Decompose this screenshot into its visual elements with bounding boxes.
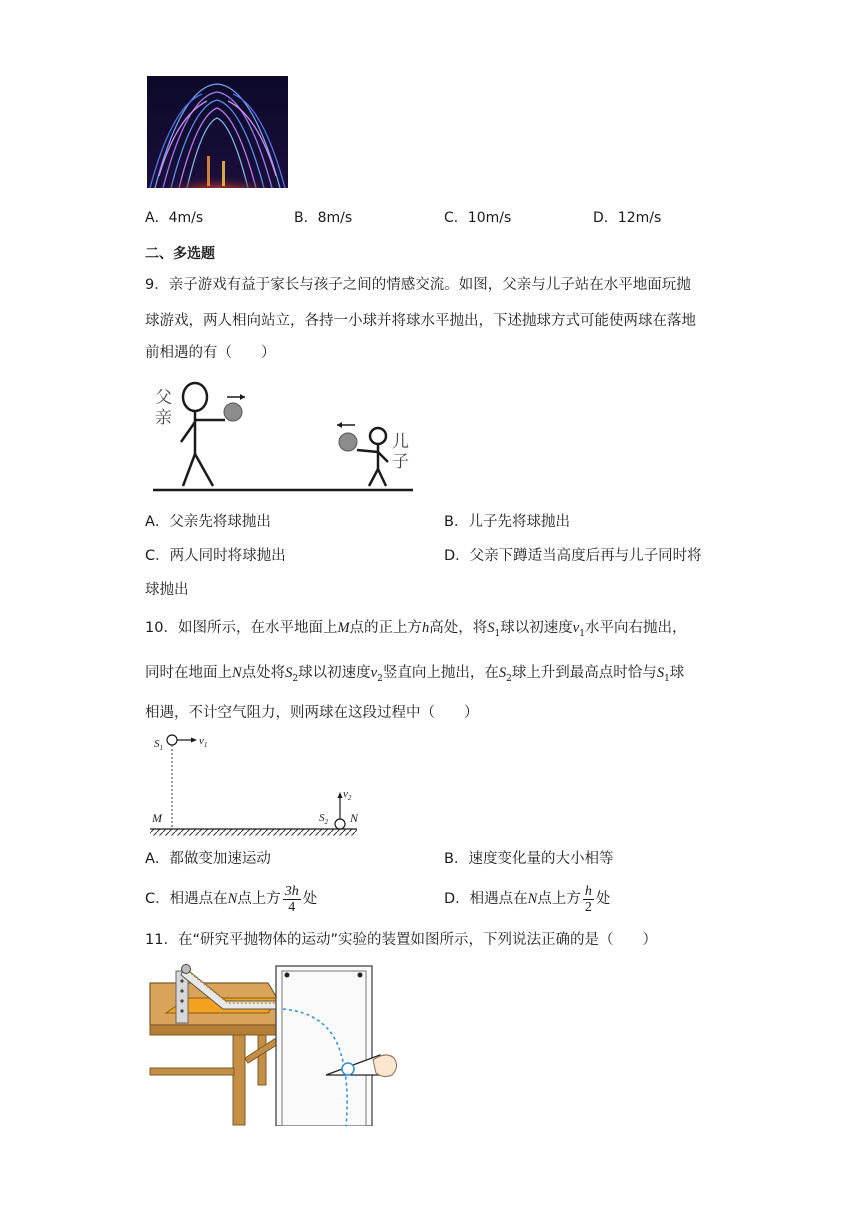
q8-option-b: B．8m/s <box>294 210 353 226</box>
q10-figure <box>145 730 365 840</box>
fig-s1-label: $S_1$ <box>154 738 163 753</box>
fig-n-label: N <box>350 811 359 825</box>
father-label: 父亲 <box>155 388 172 428</box>
fig-v2-label: $v_2$ <box>343 788 352 803</box>
q10-option-c: C．相遇点在N点上方 $\frac{3h}{4}$ 处 <box>145 883 318 915</box>
fountain-photo <box>147 76 288 188</box>
q9-line-3: 前相遇的有（ ） <box>145 345 276 361</box>
son-label: 儿子 <box>392 432 409 472</box>
fraction-3h-4: $\frac{3h}{4}$ <box>284 883 299 915</box>
q9-option-c: C．两人同时将球抛出 <box>145 548 286 564</box>
fig-m-label: M <box>152 811 162 825</box>
q8-option-c: C．10m/s <box>444 210 512 226</box>
q10-line-3: 相遇，不计空气阻力，则两球在这段过程中（ ） <box>145 705 479 721</box>
q11-line-1: 11．在“研究平抛物体的运动”实验的装置如图所示，下列说法正确的是（ ） <box>145 932 657 948</box>
q10-option-d: D．相遇点在N点上方 $\frac{h}{2}$ 处 <box>444 883 611 915</box>
q8-option-d: D．12m/s <box>593 210 662 226</box>
q9-figure <box>145 372 420 497</box>
q9-option-b: B．儿子先将球抛出 <box>444 514 570 530</box>
q10-line-1: 10．如图所示，在水平地面上M点的正上方h高处，将$S_1$球以初速度$v_1$水平向右抛出， <box>145 620 687 639</box>
section-title: 二、多选题 <box>145 246 215 262</box>
fraction-h-2: $\frac{h}{2}$ <box>584 883 592 915</box>
q10-option-b: B．速度变化量的大小相等 <box>444 851 614 867</box>
q8-option-a: A．4m/s <box>145 210 204 226</box>
q9-option-d-cont: 球抛出 <box>145 582 189 598</box>
q10-option-a: A．都做变加速运动 <box>145 851 271 867</box>
q11-figure <box>148 963 408 1126</box>
q9-line-1: 9．亲子游戏有益于家长与孩子之间的情感交流。如图，父亲与儿子站在水平地面玩抛 <box>145 277 691 293</box>
fig-s2-label: $S_2$ <box>319 812 328 827</box>
q10-line-2: 同时在地面上N点处将$S_2$球以初速度$v_2$竖直向上抛出，在$S_2$球上升到最高点时恰与$S_1$球 <box>145 665 685 684</box>
q9-line-2: 球游戏，两人相向站立，各持一小球并将球水平抛出，下述抛球方式可能使两球在落地 <box>145 313 696 329</box>
q9-option-d: D．父亲下蹲适当高度后再与儿子同时将 <box>444 548 702 564</box>
fig-v1-label: $v_1$ <box>199 735 208 750</box>
q9-option-a: A．父亲先将球抛出 <box>145 514 271 530</box>
